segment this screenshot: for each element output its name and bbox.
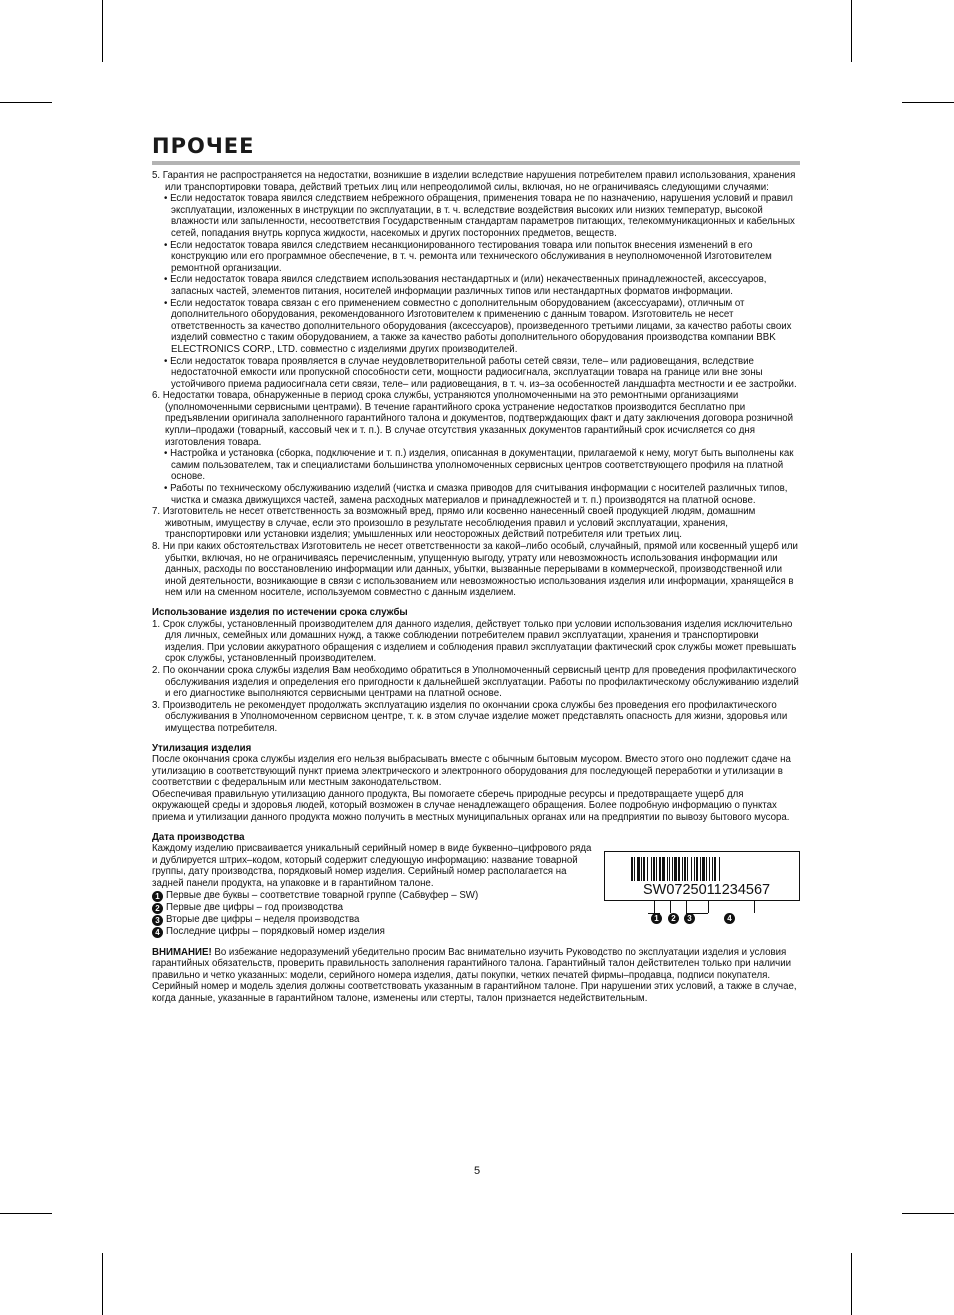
list-item: • Настройка и установка (сборка, подключение и т. п.) изделия, описанная в документации, прилагаемой к нему, могут быть выполнены как самим пользователем, так и специалистами большинства уполномоченных сервисных центров соответствующего профиля на платной основе. — [164, 448, 794, 483]
list-item: • Если недостаток товара явился следствием несанкционированного тестирования товара или попыток внесения изменений в его конструкцию или его программное обеспечение, в т. ч. ремонта или технического обслуживания в неуполномоченной Изготовителем ремонтной организации. — [164, 239, 772, 274]
number-badge: 1 — [152, 891, 163, 902]
number-badge: 2 — [152, 903, 163, 914]
page-number: 5 — [473, 1165, 481, 1177]
list-item: 3. Производитель не рекомендует продолжать эксплуатацию изделия по окончании срока службы без проведения его профилактического обслуживания в Уполномоченном сервисном центре, т. к. в этом случае изделие может представлять опасность для жизни, здоровья или имущества потребителя. — [152, 699, 788, 734]
crop-mark — [851, 1253, 852, 1315]
number-badge: 1 — [651, 913, 662, 924]
callout-line — [754, 901, 755, 913]
page-header — [152, 133, 800, 165]
production-date-heading: Дата производства — [152, 831, 245, 843]
crop-mark — [102, 0, 103, 62]
legend-text: Вторые две цифры – неделя производства — [166, 913, 360, 925]
crop-mark — [851, 0, 852, 62]
crop-mark — [0, 102, 52, 103]
legend-item — [152, 926, 592, 938]
list-item: 2. По окончании срока службы изделия Вам необходимо обратиться в Уполномоченный сервисный центр для проведения профилактического обслуживания изделия и определения его пригодности к дальнейшей эксплуатации. Работы по профилактическому обслуживанию изделий и его диагностике выполняются сервисными центрами на платной основе. — [152, 664, 799, 700]
number-badge: 3 — [684, 913, 695, 924]
list-item: • Если недостаток товара проявляется в случае неудовлетворительной работы сетей связи, теле– или радиовещания, вследствие недостаточной емкости или пропускной способности сети, мощности радиосигнала, эксплуатации товара на границе или вне зоны устойчивого приема радиосигнала сети связи, теле– или радиовещания, в т. ч. из–за особенностей ландшафта местности и ее застройки. — [164, 355, 797, 390]
production-date-description: Каждому изделию присваивается уникальный серийный номер в виде буквенно–цифрового ряда и дублируется штрих–кодом, который содержит следующую информацию: название товарной группы, дату производства, порядковый номер изделия. Серийный номер располагается на задней панели продукта, на упаковке и в гарантийном талоне. — [152, 843, 592, 890]
legend-text: Первые две цифры – год производства — [166, 901, 344, 913]
crop-mark — [902, 1213, 954, 1214]
legend-item — [152, 902, 592, 914]
page-title: ПРОЧЕЕ — [152, 134, 255, 158]
warranty-item-5: 5. Гарантия не распространяется на недостатки, возникшие в изделии вследствие нарушения потребителем правил использования, хранения или транспортировки товара, действий третьих лиц или непреодолимой силы, включая, но не ограничиваясь следующими случаями: — [152, 170, 796, 193]
crop-mark — [102, 1253, 103, 1315]
serial-callouts — [604, 901, 800, 941]
warranty-item-6: 6. Недостатки товара, обнаруженные в период срока службы, устраняются уполномоченными на это ремонтными организациями (уполномоченными сервисными центрами). В течение гарантийного срока устранение недостатков производится бесплатно при предъявлении оригинала заполненного гарантийного талона и документов, подтверждающих факт и дату заключения договора розничной купли–продажи (товарный, кассовый чек и т. п.). В случае отсутствия указанных документов гарантийный срок исчисляется со дня изготовления товара. — [152, 390, 794, 448]
list-item: • Если недостаток товара связан с его применением совместно с дополнительным оборудованием (аксессуарами), отличным от дополнительного оборудования, рекомендованного Изготовителем к применению с данным товаром. Изготовитель не несет ответственность за качество дополнительного оборудования (аксессуаров), произведенного третьими лицами, за качество работы своих изделий совместно с таким оборудованием, а также за качество работы дополнительного оборудования производства компании BBK ELECTRONICS CORP., LTD. совместно с изделиями других производителей. — [164, 297, 792, 355]
callout-line — [686, 901, 687, 913]
production-date-section — [152, 832, 800, 938]
callout-line — [708, 901, 709, 913]
number-badge: 4 — [724, 913, 735, 924]
barcode-label — [604, 851, 800, 901]
serial-number: SW0725011234567 — [643, 881, 771, 898]
disposal-paragraph: После окончания срока службы изделия его нельзя выбрасывать вместе с обычным бытовым мусором. Вместо этого оно подлежит сдаче на утилизацию в соответствующий пункт приема электрического и электронного оборудования для последующей переработки и утилизации в соответствии с федеральным или местным законодательством. — [152, 754, 791, 789]
callout-line — [670, 901, 671, 913]
header-rule — [152, 161, 800, 165]
number-badge: 2 — [668, 913, 679, 924]
legend-item — [152, 914, 592, 926]
barcode-icon — [631, 857, 765, 881]
production-date-text-block — [152, 832, 592, 938]
list-item: • Если недостаток товара явился следствием небрежного обращения, применения товара не по назначению, нарушения условий и правил эксплуатации, изложенных в инструкции по эксплуатации, в т. ч. вследствие воздействия высоких или низких температур, высокой влажности или запыленности, несоответствия Государственным стандартам параметров питающих, телекоммуникационных и кабельных сетей, попадания внутрь корпуса жидкости, насекомых и других посторонних предметов, веществ. — [164, 193, 795, 239]
list-item: • Если недостаток товара явился следствием использования нестандартных и (или) некачественных принадлежностей, аксессуаров, запасных частей, элементов питания, носителей информации различных типов или нестандартных форматов информации. — [164, 274, 767, 297]
disposal-heading: Утилизация изделия — [152, 742, 252, 754]
usage-heading: Использование изделия по истечении срока службы — [152, 606, 408, 618]
list-item: • Работы по техническому обслуживанию изделий (чистка и смазка приводов для считывания информации с носителей различных типов, чистка и смазка движущихся частей, замена расходных материалов и принадлежностей и т. п.) производятся на платной основе. — [164, 483, 788, 506]
legend-text: Первые две буквы – соответствие товарной группе (Сабвуфер – SW) — [166, 889, 479, 901]
legend-text: Последние цифры – порядковый номер изделия — [166, 925, 385, 937]
list-item: 1. Срок службы, установленный производителем для данного изделия, действует только при условии использования изделия исключительно для личных, семейных или домашних нужд, а также соблюдении потребителем правил эксплуатации, хранения и транспортировки изделия. При условии аккуратного обращения с изделием и соблюдения правил эксплуатации фактический срок службы может превышать срок службы, установленный производителем. — [152, 618, 797, 665]
document-body — [152, 170, 800, 1005]
attention-label: ВНИМАНИЕ! — [152, 946, 212, 958]
warranty-item-8: 8. Ни при каких обстоятельствах Изготовитель не несет ответственности за какой–либо особый, случайный, прямой или косвенный ущерб или убытки, включая, но не ограничиваясь перечисленным, упущенную выгоду, утрату или невозможность использования информации или данных, расходы по восстановлению информации или данных, убытки, вызванные перерывами в коммерческой, производственной или иной деятельности, возникающие в связи с использованием или невозможностью использования изделия или информации, хранящейся в нем или на сменном носителе, используемом совместно с данным изделием. — [152, 541, 798, 599]
attention-text: Во избежание недоразумений убедительно просим Вас внимательно изучить Руководство по эксплуатации изделия и условия гарантийных обязательств, проверить правильность заполнения гарантийного талона. Гарантийный талон действителен только при наличии правильно и четко указанных: модели, серийного номера изделия, даты покупки, четких печатей фирмы–продавца, подписи покупателя. Серийный номер и модель зделия должны соответствовать указанным в гарантийном талоне. При нарушении этих условий, а также в случае, когда данные, указанные в гарантийном талоне, изменены или стерты, талон признается недействительным. — [152, 946, 797, 1004]
callout-line — [654, 901, 655, 913]
number-badge: 3 — [152, 915, 163, 926]
crop-mark — [0, 1213, 52, 1214]
warranty-item-7: 7. Изготовитель не несет ответственность за возможный вред, прямо или косвенно нанесенный своей продукцией людям, домашним животным, имуществу в случае, если это произошло в результате несоблюдения правил и условий эксплуатации, хранения, транспортировки или установки изделия; умышленных или неосторожных действий потребителя или третьих лиц. — [152, 506, 756, 541]
disposal-paragraph: Обеспечивая правильную утилизацию данного продукта, Вы помогаете сберечь природные ресурсы и предотвращаете ущерб для окружающей среды и здоровья людей, который возможен в случае ненадлежащего обращения. Более подробную информацию о пунктах приема и утилизации данного продукта можно получить в местных муниципальных органах или на предприятии по вывозу бытового мусора. — [152, 788, 790, 824]
number-badge: 4 — [152, 927, 163, 938]
attention-paragraph — [152, 947, 800, 1005]
crop-mark — [902, 102, 954, 103]
legend-item — [152, 890, 592, 902]
